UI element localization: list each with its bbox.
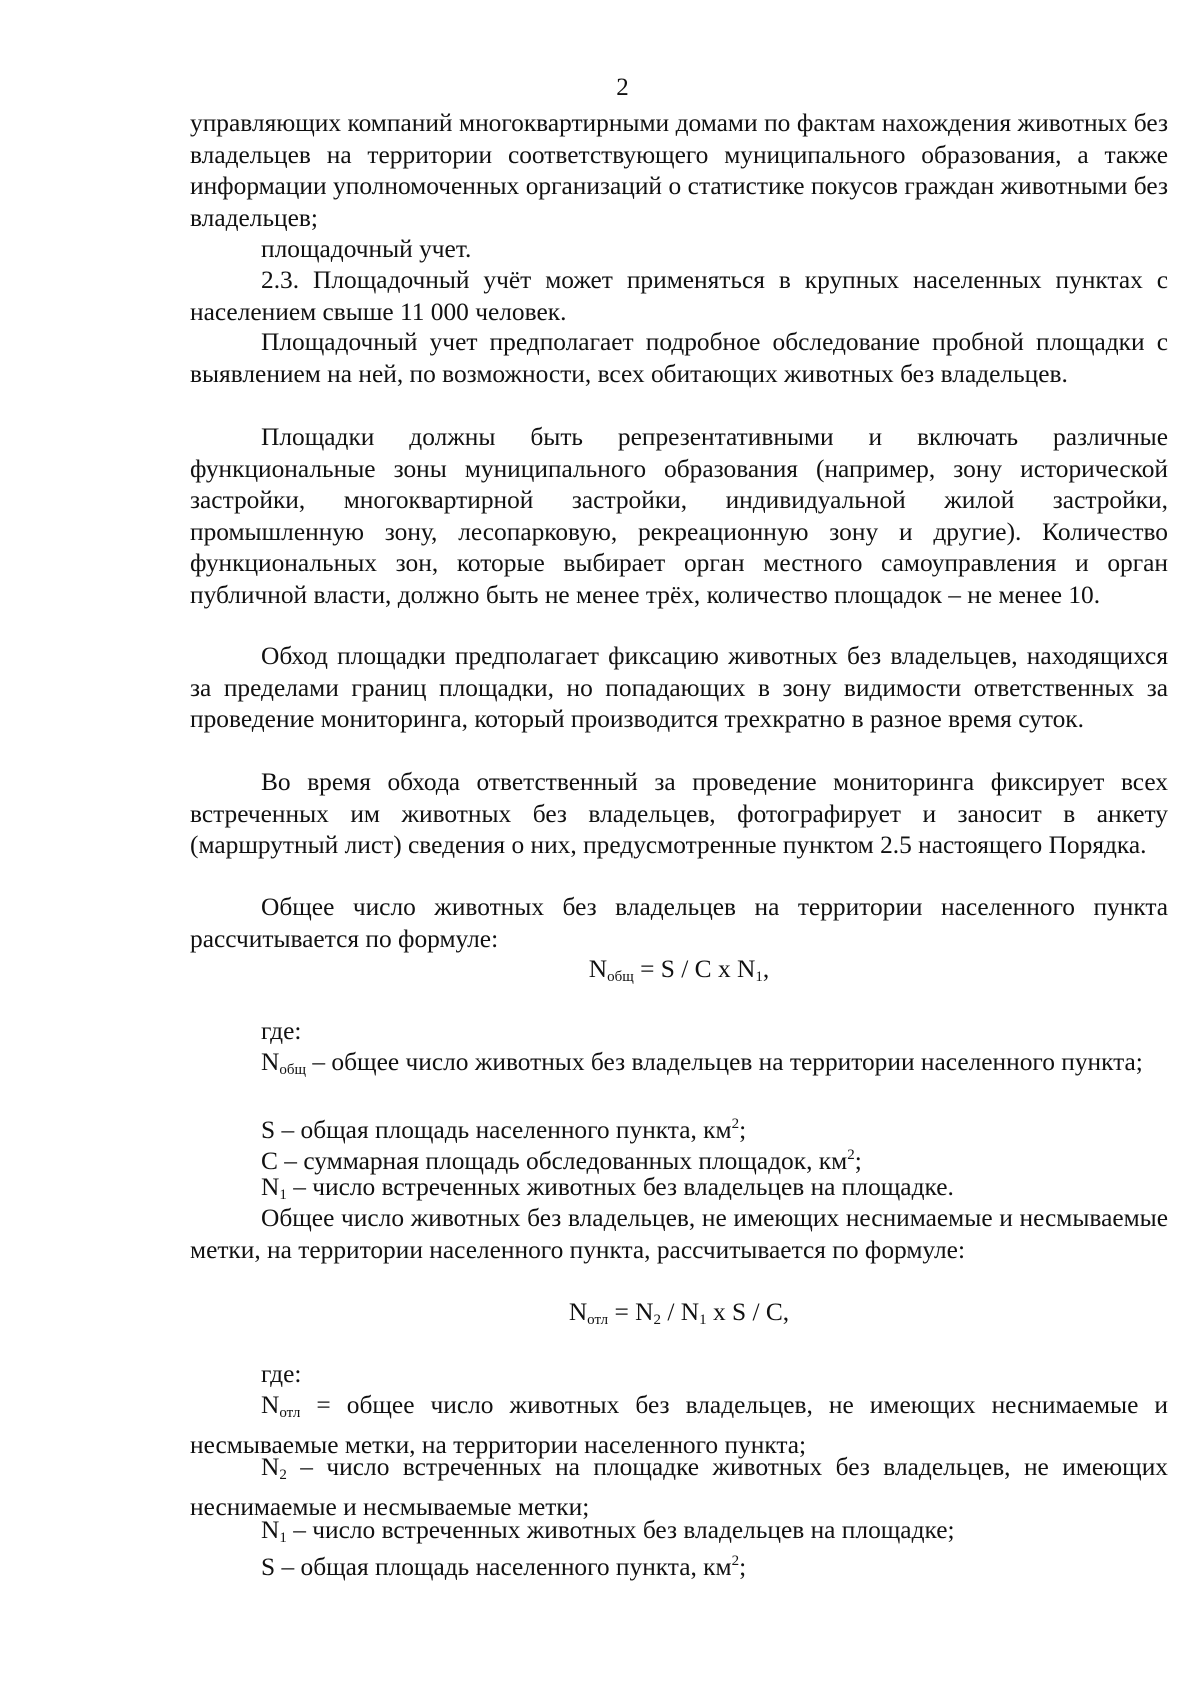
paragraph-management-companies: управляющих компаний многоквартирными домами по фактам нахождения животных без владельцев на территории соответствующего муниципального образования, а также информации уполномоченных организаций о статистике покусов граждан животными без владельцев; bbox=[190, 109, 1168, 232]
paragraph-site-count: площадочный учет. bbox=[261, 235, 472, 263]
paragraph-site-walk: Обход площадки предполагает фиксацию животных без владельцев, находящихся за пределами границ площадки, но попадающих в зону видимости ответственных за проведение мониторинга, который производится трехкратно в разное время суток. bbox=[190, 642, 1168, 733]
paragraph-site-survey: Площадочный учет предполагает подробное обследование пробной площадки с выявлением на ней, по возможности, всех обитающих животных без владельцев. bbox=[190, 328, 1168, 388]
definition-c: С – суммарная площадь обследованных площадок, $км^2$; bbox=[261, 1147, 862, 1175]
paragraph-walk-recording: Во время обхода ответственный за проведение мониторинга фиксирует всех встреченных им животных без владельцев, фотографирует и заносит в анкету (маршрутный лист) сведения о них, предусмотренные пунктом 2.5 настоящего Порядка. bbox=[190, 768, 1168, 859]
definition-n2: $N_2$ – число встреченных на площадке животных без владельцев, не имеющих неснимаемые и несмываемые метки; bbox=[190, 1453, 1168, 1521]
definition-n-unmarked: $N_{отл}$ = общее число животных без владельцев, не имеющих неснимаемые и несмываемые метки, на территории населенного пункта; bbox=[190, 1391, 1168, 1459]
definition-s: S – общая площадь населенного пункта, $км^2$; bbox=[261, 1553, 747, 1581]
where-label: где: bbox=[261, 1360, 302, 1388]
page-number: 2 bbox=[616, 74, 629, 101]
paragraph-representative-sites: Площадки должны быть репрезентативными и включать различные функциональные зоны муниципального образования (например, зону исторической застройки, многоквартирной застройки, индивидуальной жилой застройки, промышленную зону, лесопарковую, рекреационную зону и другие). Количество функциональных зон, которые выбирает орган местного самоуправления и орган публичной власти, должно быть не менее трёх, количество площадок – не менее 10. bbox=[190, 423, 1168, 609]
paragraph-unmarked-formula-intro: Общее число животных без владельцев, не имеющих неснимаемые и несмываемые метки, на территории населенного пункта, рассчитывается по формуле: bbox=[190, 1204, 1168, 1264]
paragraph-total-formula-intro: Общее число животных без владельцев на территории населенного пункта рассчитывается по формуле: bbox=[190, 893, 1168, 953]
paragraph-2-3: 2.3. Площадочный учёт может применяться в крупных населенных пунктах с населением свыше 11 000 человек. bbox=[190, 266, 1168, 326]
definition-n1: $N_1$ – число встреченных животных без владельцев на площадке; bbox=[261, 1516, 955, 1546]
definition-n-total: $N_{общ}$ – общее число животных без владельцев на территории населенного пункта; bbox=[261, 1048, 1143, 1078]
definition-s: S – общая площадь населенного пункта, $км^2$; bbox=[261, 1116, 747, 1144]
where-label: где: bbox=[261, 1017, 302, 1045]
formula-total: $N_{общ} = S / C$ x $N_1$, bbox=[588, 955, 770, 985]
formula-unmarked: $N_{отл} = N_2 / N_1$ x S / C, bbox=[568, 1298, 790, 1328]
definition-n1: $N_1$ – число встреченных животных без владельцев на площадке. bbox=[261, 1173, 954, 1203]
